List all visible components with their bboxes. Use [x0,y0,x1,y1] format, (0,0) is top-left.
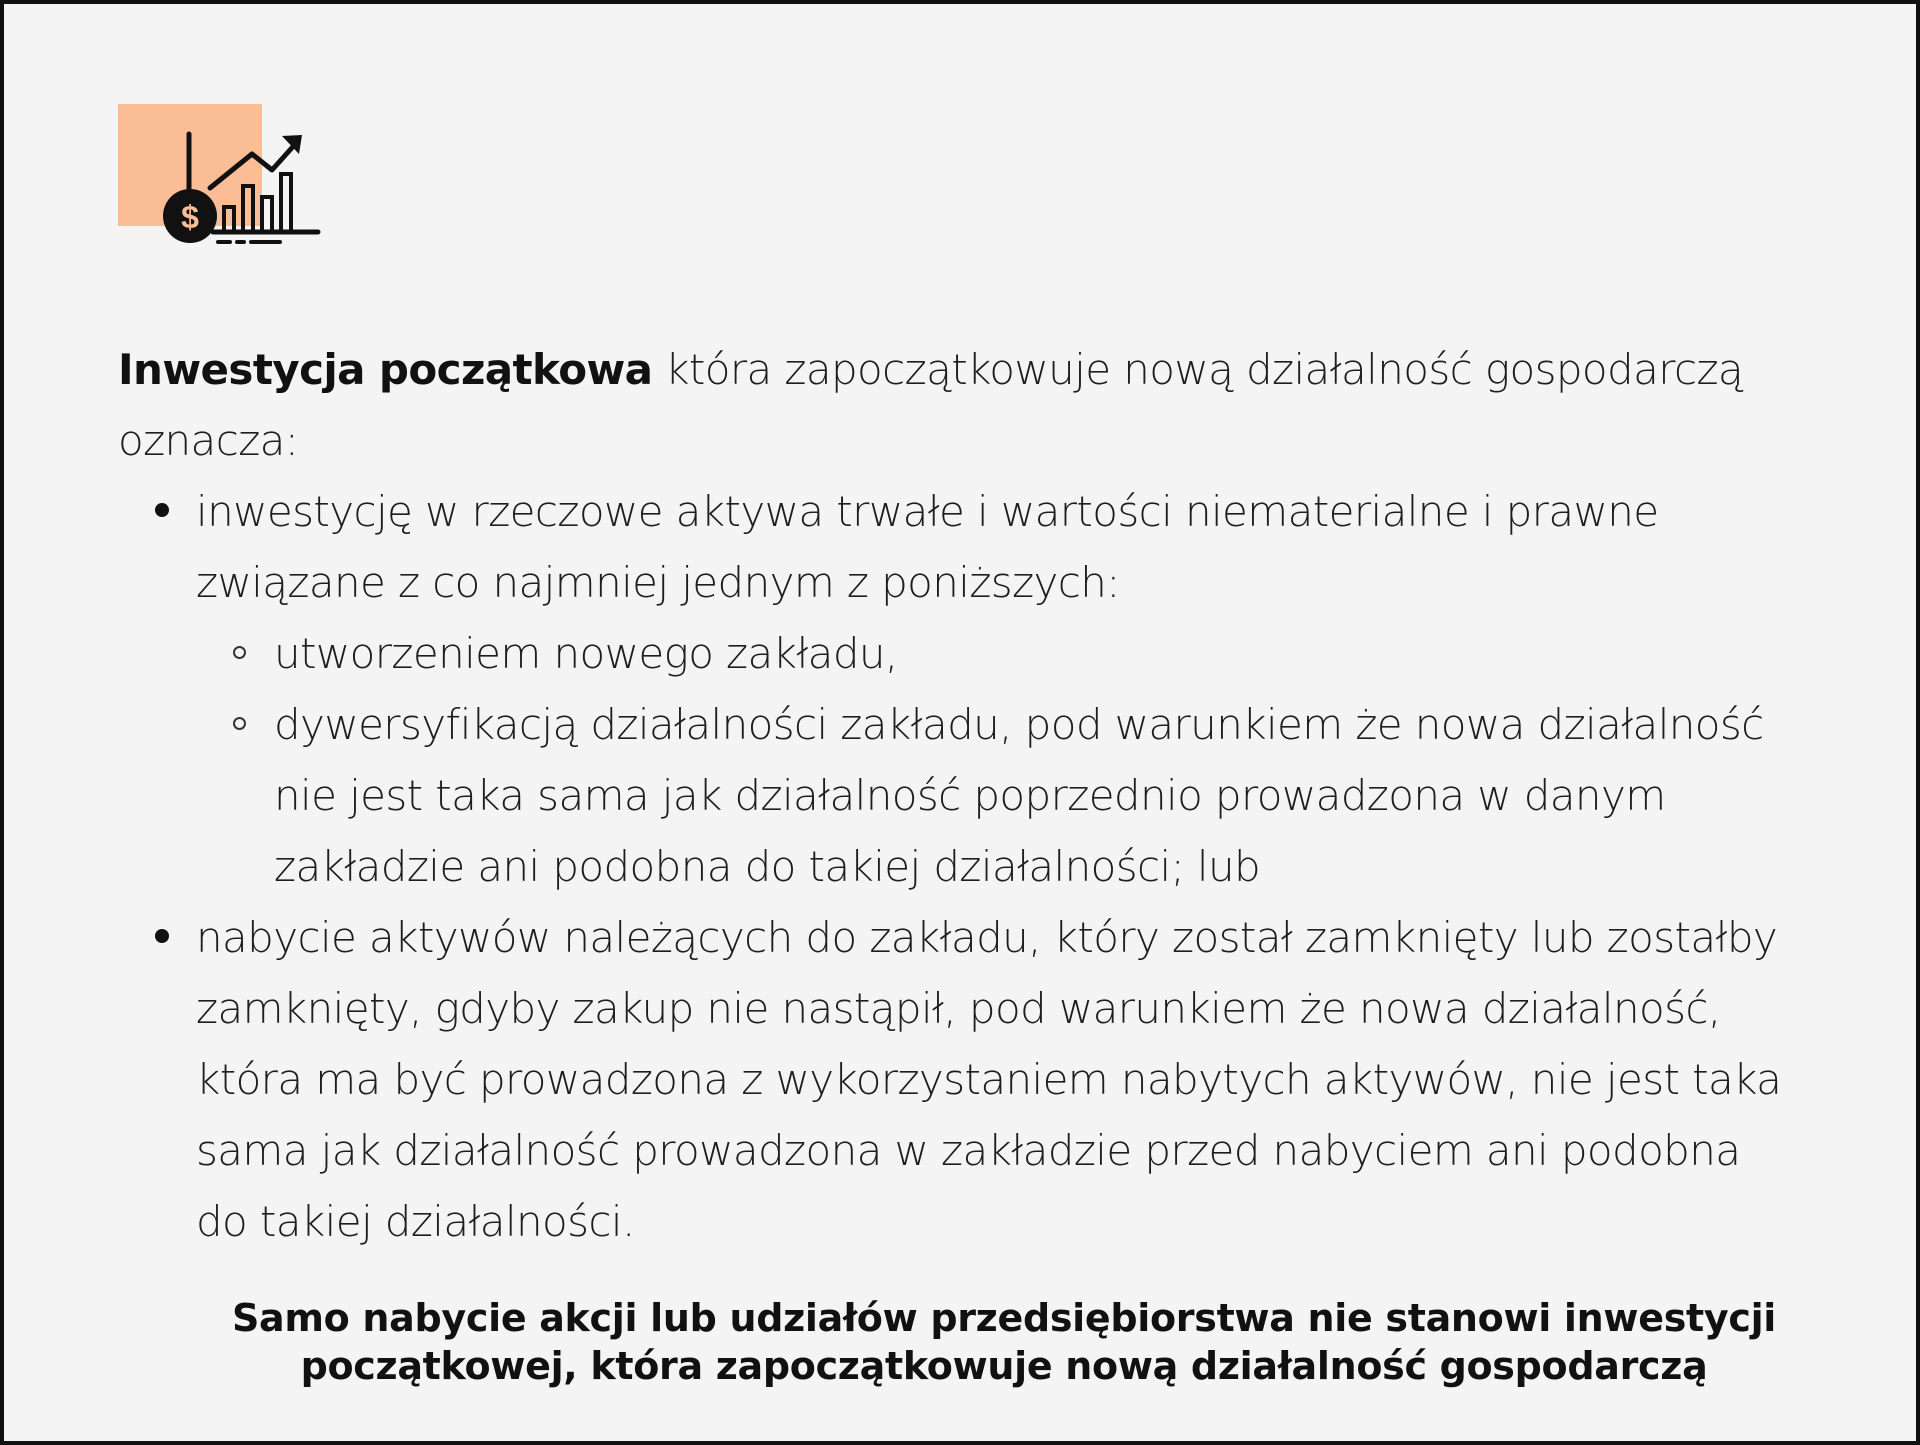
bullet-circle-icon [233,646,246,659]
sub-list-item-text: dywersyfikacją działalności zakładu, pod warunkiem że nowa działalność nie jest taka sama jak działalność poprzednio prowadzona w danym zakładzie ani podobna do takiej działalności; lub [274,700,1764,891]
investment-growth-chart-icon [118,104,323,244]
closing-note-line: Samo nabycie akcji lub udziałów przedsiębiorstwa nie stanowi inwestycji [231,1296,1777,1340]
sub-list [196,618,1798,902]
sub-list-item-text: utworzeniem nowego zakładu, [274,629,898,678]
intro-rest: która zapoczątkowuje nową działalność gospodarczą oznacza: [118,345,1744,465]
list-item-text: nabycie aktywów należących do zakładu, który został zamknięty lub zostałby zamknięty, gdyby zakup nie nastąpił, pod warunkiem że nowa działalność, która ma być prowadzona z wykorzystaniem nabytych aktywów, nie jest taka sama jak działalność prowadzona w zakładzie przed nabyciem ani podobna do takiej działalności. [196,913,1782,1246]
definition-list [118,476,1798,1257]
chart-icon-graphic [118,104,323,244]
list-item [196,902,1798,1257]
list-item [196,476,1798,902]
bullet-dot-icon [155,929,169,943]
closing-note [164,1294,1844,1390]
svg-text:$: $ [181,199,199,235]
defined-term: Inwestycja początkowa [118,345,653,394]
definition-intro [118,334,1798,476]
sub-list-item [274,689,1798,902]
closing-note-line: początkowej, która zapoczątkowuje nową działalność gospodarczą [300,1344,1708,1388]
bullet-dot-icon [155,503,169,517]
bullet-circle-icon [233,717,246,730]
list-item-text: inwestycję w rzeczowe aktywa trwałe i wartości niematerialne i prawne związane z co najmniej jednym z poniższych: [196,487,1659,607]
definition-content [118,334,1798,1257]
sub-list-item [274,618,1798,689]
